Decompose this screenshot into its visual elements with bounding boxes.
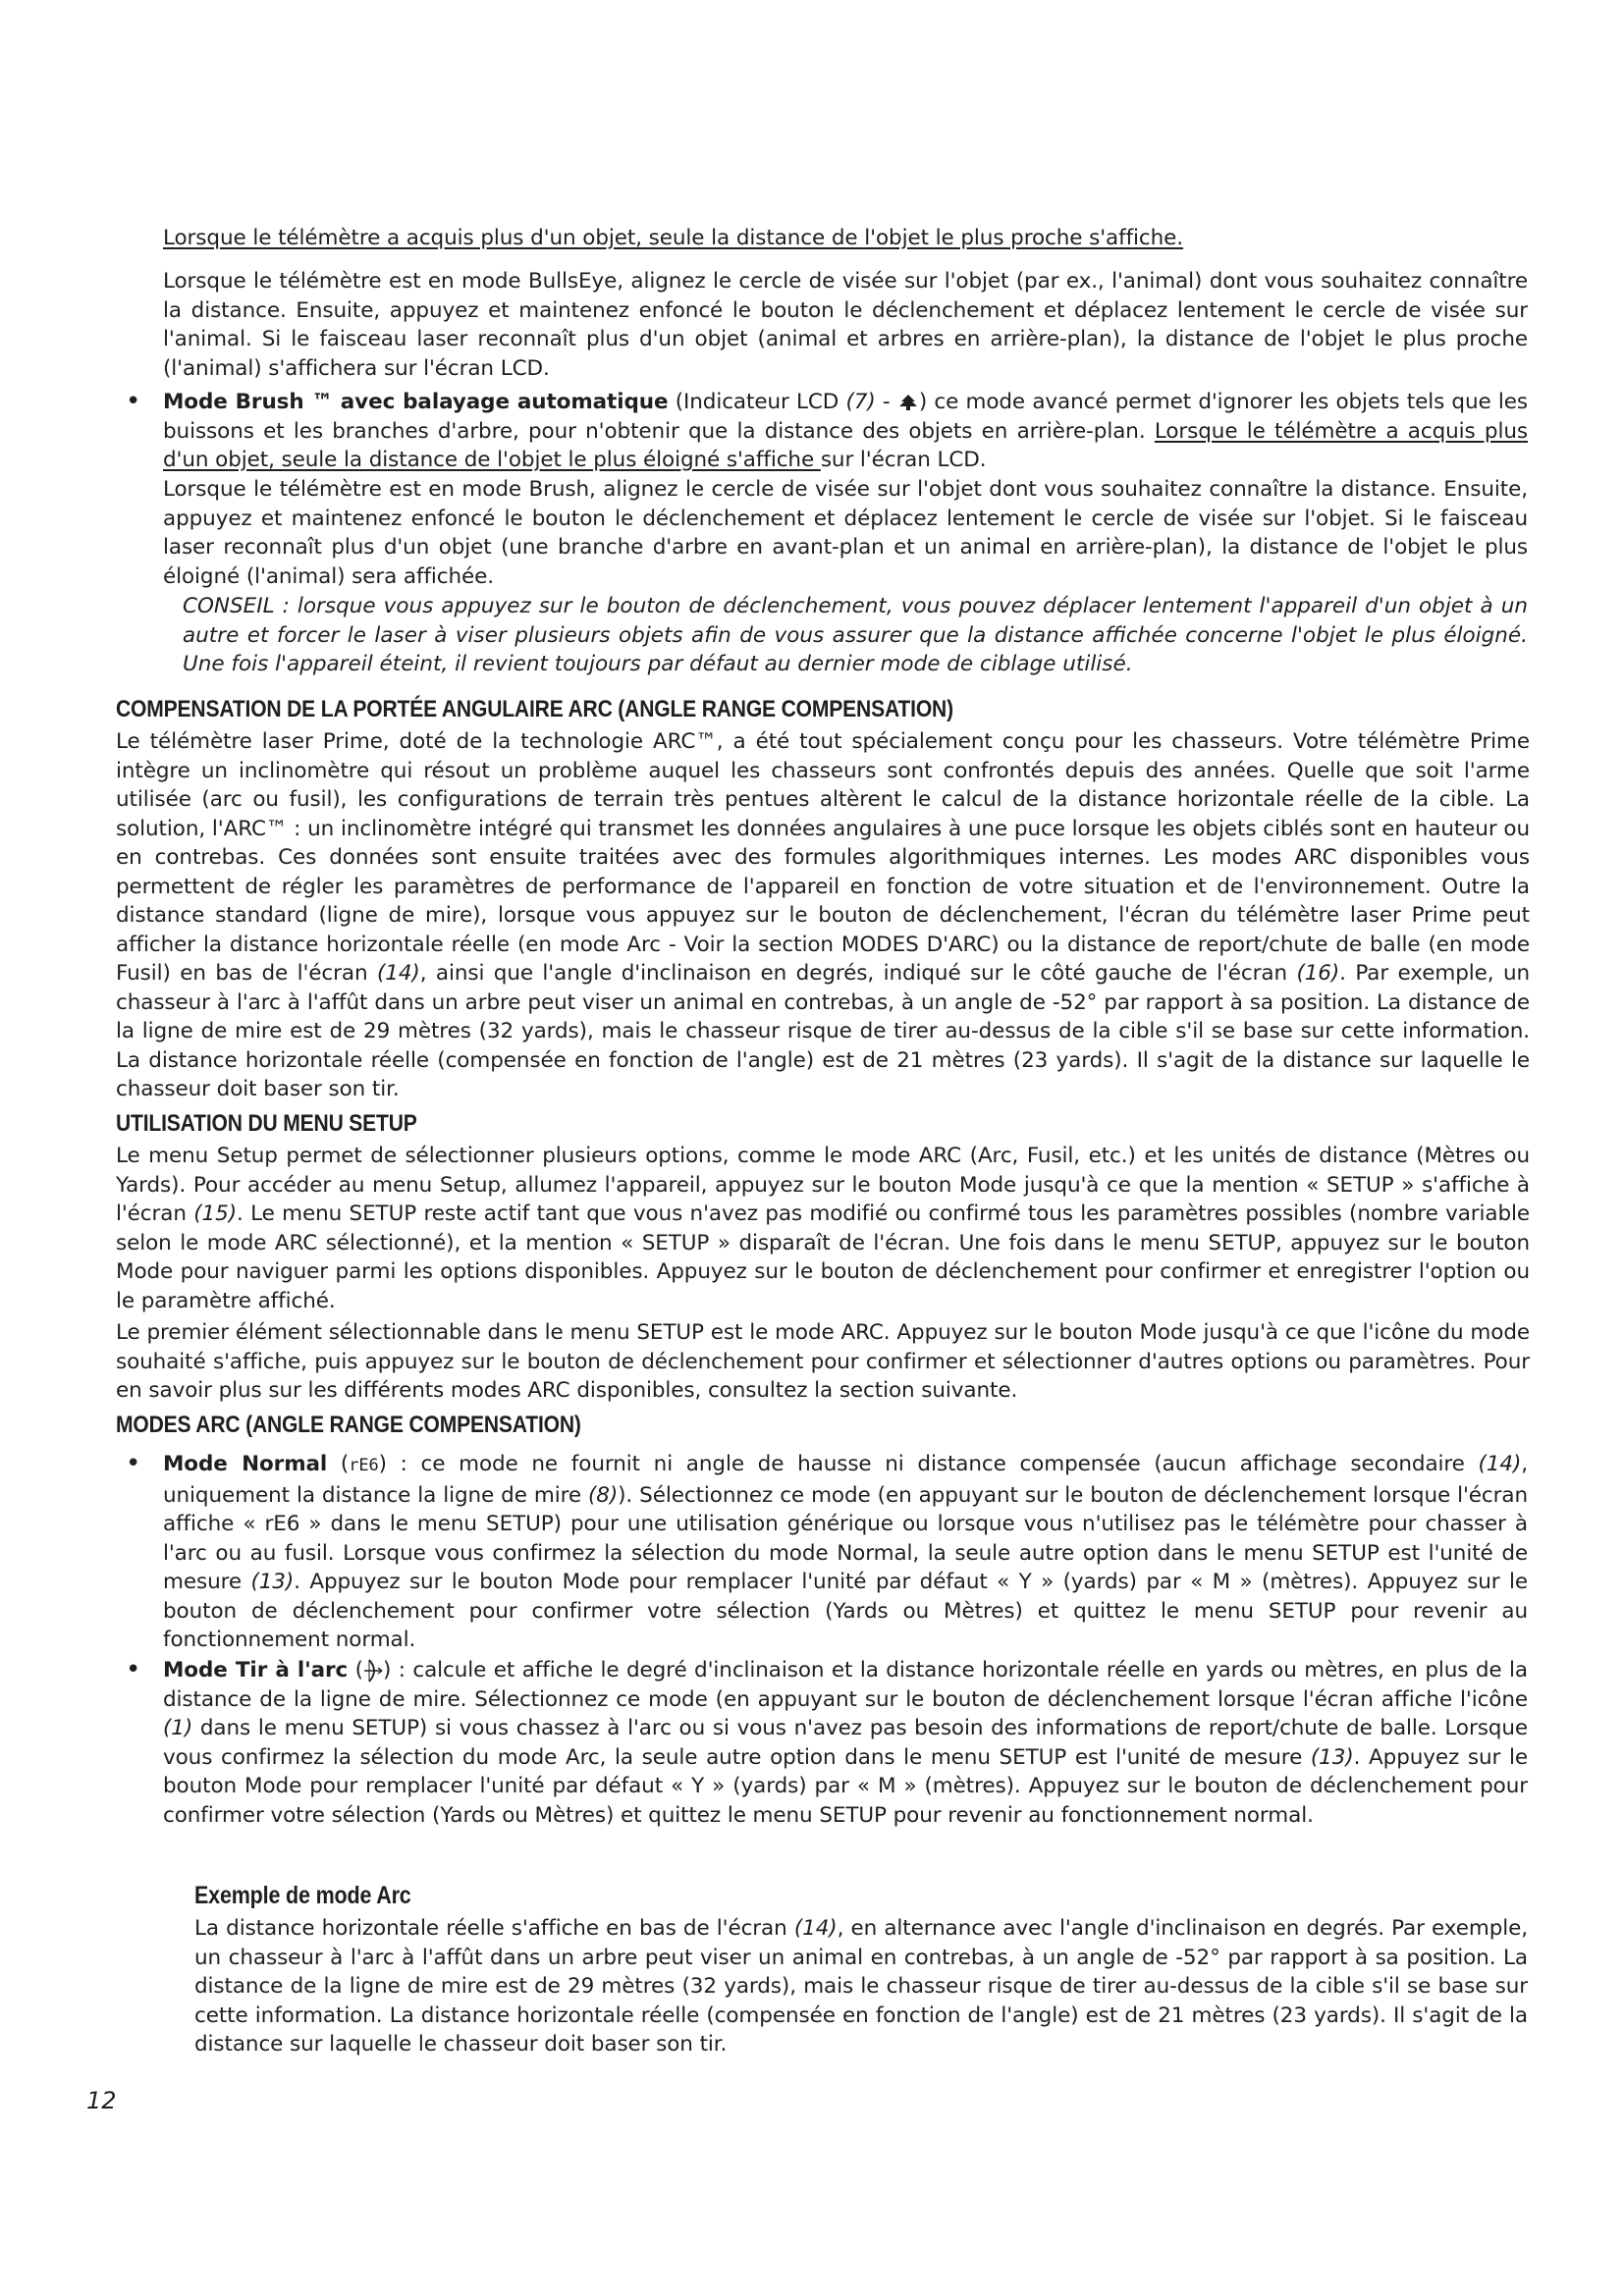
arc-example-paragraph	[194, 1914, 1528, 2059]
arc-compensation-heading: COMPENSATION DE LA PORTÉE ANGULAIRE ARC (ANGLE RANGE COMPENSATION)	[116, 696, 953, 722]
arc-text-c: . Par exemple, un chasseur à l'arc à l'affût dans un arbre peut viser un animal en contrebas, à un angle de -52° par rapport à sa position. La distance de la ligne de mire est de 29 mètres (32 yards), mais le chasseur risque de tirer au-dessus de la cible s'il se base sur cette information. La distance horizontale réelle (compensée en fonction de l'angle) est de 21 mètres (23 yards). Il s'agit de la distance sur laquelle le chasseur doit baser son tir.	[116, 961, 1530, 1101]
brush-usage-paragraph: Lorsque le télémètre est en mode Brush, alignez le cercle de visée sur l'objet dont vous souhaitez connaître la distance. Ensuite, appuyez et maintenez enfoncé le bouton le déclenchement et déplacez lentement le cercle de visée sur l'objet. Si le faisceau laser reconnaît plus d'un objet (une branche d'arbre en avant-plan et un animal en arrière-plan), la distance de l'objet le plus éloigné (l'animal) sera affichée.	[163, 477, 1528, 589]
bow-ref-2: (13)	[1310, 1744, 1354, 1770]
setup-paragraph-1	[116, 1142, 1530, 1315]
normal-text-3: ). Sélectionnez ce mode (en appuyant sur le bouton de déclenchement lorsque l'écran affiche « rE6 » dans le menu SETUP) pour une utilisation générique ou lorsque vous n'utilisez pas le télémètre pour chasser à l'arc ou au fusil. Lorsque vous confirmez la sélection du mode Normal, la seule autre option dans le menu SETUP est l'unité de mesure	[163, 1482, 1528, 1594]
brush-ref: (7)	[845, 390, 876, 414]
brush-mode-title: Mode Brush ™ avec balayage automatique	[163, 390, 669, 414]
arc-ref-b: (16)	[1296, 961, 1340, 986]
arc-compensation-paragraph	[116, 727, 1530, 1104]
bow-text-1: : calcule et affiche le degré d'inclinaison et la distance horizontale réelle en yards ou mètres, en plus de la distance de la ligne de mire. Sélectionnez ce mode (en appuyant sur le bouton de déclenchement lorsque l'écran affiche l'icône	[163, 1658, 1528, 1712]
brush-lead: (Indicateur LCD	[668, 390, 846, 414]
setup-heading: UTILISATION DU MENU SETUP	[116, 1110, 417, 1137]
brush-desc: ) ce mode avancé permet d'ignorer les objets tels que les buissons et les branches d'arbre, pour n'obtenir que la distance des objets en arrière-plan.	[163, 390, 1528, 444]
normal-ref-3: (13)	[250, 1570, 295, 1594]
farthest-object-note: Lorsque le télémètre a acquis plus d'un objet, seule la distance de l'objet le plus éloigné s'affiche	[163, 418, 1528, 472]
arc-example-heading: Exemple de mode Arc	[194, 1882, 411, 1909]
closest-object-note: Lorsque le télémètre a acquis plus d'un objet, seule la distance de l'objet le plus proche s'affiche.	[163, 226, 1184, 250]
normal-mode-lcd-icon: rE6	[349, 1456, 379, 1475]
normal-ref-2: (8)	[587, 1482, 619, 1508]
setup-text-b: . Le menu SETUP reste actif tant que vous n'avez pas modifié ou confirmé tous les paramètres possibles (nombre variable selon le mode ARC sélectionné), et la mention « SETUP » disparaît de l'écran. Une fois dans le menu SETUP, appuyez sur le bouton Mode pour naviguer parmi les options disponibles. Appuyez sur le bouton de déclenchement pour confirmer et enregistrer l'option ou le paramètre affiché.	[116, 1201, 1531, 1313]
brush-tail: sur l'écran LCD.	[820, 448, 987, 472]
normal-text-4: . Appuyez sur le bouton Mode pour remplacer l'unité par défaut « Y » (yards) par « M » (mètres). Appuyez sur le bouton de déclenchement pour confirmer votre sélection (Yards ou Mètres) et quittez le menu SETUP pour revenir au fonctionnement normal.	[163, 1570, 1528, 1652]
arc-modes-heading: MODES ARC (ANGLE RANGE COMPENSATION)	[116, 1412, 581, 1438]
bow-mode-icon	[363, 1658, 383, 1683]
normal-ref-1: (14)	[1478, 1452, 1522, 1476]
normal-mode-title: Mode Normal	[163, 1452, 328, 1476]
arc-text-a: Le télémètre laser Prime, doté de la technologie ARC™, a été tout spécialement conçu pour les chasseurs. Votre télémètre Prime intègre un inclinomètre qui résout un problème auquel les chasseurs sont confrontés depuis des années. Quelle que soit l'arme utilisée (arc ou fusil), les configurations de terrain très pentues altèrent le calcul de la distance horizontale réelle de la cible. La solution, l'ARC™ : un inclinomètre intégré qui transmet les données angulaires à une puce lorsque les objets ciblés sont en hauteur ou en contrebas. Ces données sont ensuite traitées avec des formules algorithmiques internes. Les modes ARC disponibles vous permettent de régler les paramètres de performance de l'appareil en fonction de votre situation et de l'environnement. Outre la distance standard (ligne de mire), lorsque vous appuyez sur le bouton de déclenchement, l'écran du télémètre laser Prime peut afficher la distance horizontale réelle (en mode Arc - Voir la section MODES D'ARC) ou la distance de report/chute de balle (en mode Fusil) en bas de l'écran	[116, 729, 1530, 986]
normal-mode-paragraph: Mode Normal (rE6) : ce mode ne fournit ni angle de hausse ni distance compensée (aucun affichage secondaire (14), uniquement la distance la ligne de mire (8)). Sélectionnez ce mode (en appuyant sur le bouton de déclenchement lorsque l'écran affiche « rE6 » dans le menu SETUP) pour une utilisation générique ou lorsque vous n'utilisez pas le télémètre pour chasser à l'arc ou au fusil. Lorsque vous confirmez la sélection du mode Normal, la seule autre option dans le menu SETUP est l'unité de mesure (13). Appuyez sur le bouton Mode pour remplacer l'unité par défaut « Y » (yards) par « M » (mètres). Appuyez sur le bouton de déclenchement pour confirmer votre sélection (Yards ou Mètres) et quittez le menu SETUP pour revenir au fonctionnement normal.	[163, 1452, 1528, 1652]
example-ref-1: (14)	[793, 1916, 838, 1941]
bullet-dot: •	[126, 387, 141, 416]
example-text-2: , en alternance avec l'angle d'inclinaison en degrés. Par exemple, un chasseur à l'arc à l'affût dans un arbre peut viser un animal en contrebas, à un angle de -52° par rapport à sa position. La distance de la ligne de mire est de 29 mètres (32 yards), mais le chasseur risque de tirer au-dessus de la cible s'il se base sur cette information. La distance horizontale réelle (compensée en fonction de l'angle) est de 21 mètres (23 yards). Il s'agit de la distance sur laquelle le chasseur doit baser son tir.	[194, 1916, 1528, 2056]
example-text-1: La distance horizontale réelle s'affiche en bas de l'écran	[194, 1916, 794, 1941]
brush-mode-icon	[897, 393, 919, 412]
bullseye-paragraph: Lorsque le télémètre est en mode BullsEye, alignez le cercle de visée sur l'objet (par ex., l'animal) dont vous souhaitez connaître la distance. Ensuite, appuyez et maintenez enfoncé le bouton le déclenchement et déplacez lentement le cercle de visée sur l'animal. Si le faisceau laser reconnaît plus d'un objet (animal et arbres en arrière-plan), la distance de l'objet le plus proche (l'animal) s'affichera sur l'écran LCD.	[163, 269, 1528, 381]
bow-ref-1: (1)	[163, 1716, 193, 1740]
setup-paragraph-2: Le premier élément sélectionnable dans le menu SETUP est le mode ARC. Appuyez sur le bouton Mode jusqu'à ce que l'icône du mode souhaité s'affiche, puis appuyez sur le bouton de déclenchement pour confirmer et sélectionner d'autres options ou paramètres. Pour en savoir plus sur les différents modes ARC disponibles, consultez la section suivante.	[116, 1320, 1530, 1403]
arc-ref-a: (14)	[376, 961, 420, 986]
bow-mode-paragraph: Mode Tir à l'arc ( ) : calcule et affiche le degré d'inclinaison et la distance horizontale réelle en yards ou mètres, en plus de la distance de la ligne de mire. Sélectionnez ce mode (en appuyant sur le bouton de déclenchement lorsque l'écran affiche l'icône (1) dans le menu SETUP) si vous chassez à l'arc ou si vous n'avez pas besoin des informations de report/chute de balle. Lorsque vous confirmez la sélection du mode Arc, la seule autre option dans le menu SETUP est l'unité de mesure (13). Appuyez sur le bouton Mode pour remplacer l'unité par défaut « Y » (yards) par « M » (mètres). Appuyez sur le bouton de déclenchement pour confirmer votre sélection (Yards ou Mètres) et quittez le menu SETUP pour revenir au fonctionnement normal.	[163, 1658, 1528, 1828]
brush-dash: -	[875, 390, 897, 414]
arc-text-b: , ainsi que l'angle d'inclinaison en degrés, indiqué sur le côté gauche de l'écran	[419, 961, 1297, 986]
normal-text-2: , uniquement la distance la ligne de mire	[163, 1452, 1528, 1508]
bullet-dot: •	[126, 1655, 141, 1684]
brush-mode-paragraph	[163, 388, 1528, 475]
bow-text-3: . Appuyez sur le bouton Mode pour remplacer l'unité par défaut « Y » (yards) par « M » (mètres). Appuyez sur le bouton de déclenchement pour confirmer votre sélection (Yards ou Mètres) et quittez le menu SETUP pour revenir au fonctionnement normal.	[163, 1744, 1528, 1828]
page-number: 12	[86, 2087, 117, 2114]
setup-ref: (15)	[193, 1201, 237, 1226]
bow-mode-title: Mode Tir à l'arc	[163, 1658, 349, 1682]
setup-text-a: Le menu Setup permet de sélectionner plusieurs options, comme le mode ARC (Arc, Fusil, etc.) et les unités de distance (Mètres ou Yards). Pour accéder au menu Setup, allumez l'appareil, appuyez sur le bouton Mode jusqu'à ce que la mention « SETUP » s'affiche à l'écran	[116, 1144, 1530, 1226]
normal-text-1: : ce mode ne fournit ni angle de hausse ni distance compensée (aucun affichage secondaire	[386, 1452, 1479, 1476]
tip-paragraph: CONSEIL : lorsque vous appuyez sur le bouton de déclenchement, vous pouvez déplacer lentement l'appareil d'un objet à un autre et forcer le laser à viser plusieurs objets afin de vous assurer que la distance affichée concerne l'objet le plus éloigné. Une fois l'appareil éteint, il revient toujours par défaut au dernier mode de ciblage utilisé.	[183, 594, 1528, 676]
bow-text-2: dans le menu SETUP) si vous chassez à l'arc ou si vous n'avez pas besoin des informations de report/chute de balle. Lorsque vous confirmez la sélection du mode Arc, la seule autre option dans le menu SETUP est l'unité de mesure	[163, 1716, 1528, 1770]
bullet-dot: •	[126, 1449, 141, 1478]
